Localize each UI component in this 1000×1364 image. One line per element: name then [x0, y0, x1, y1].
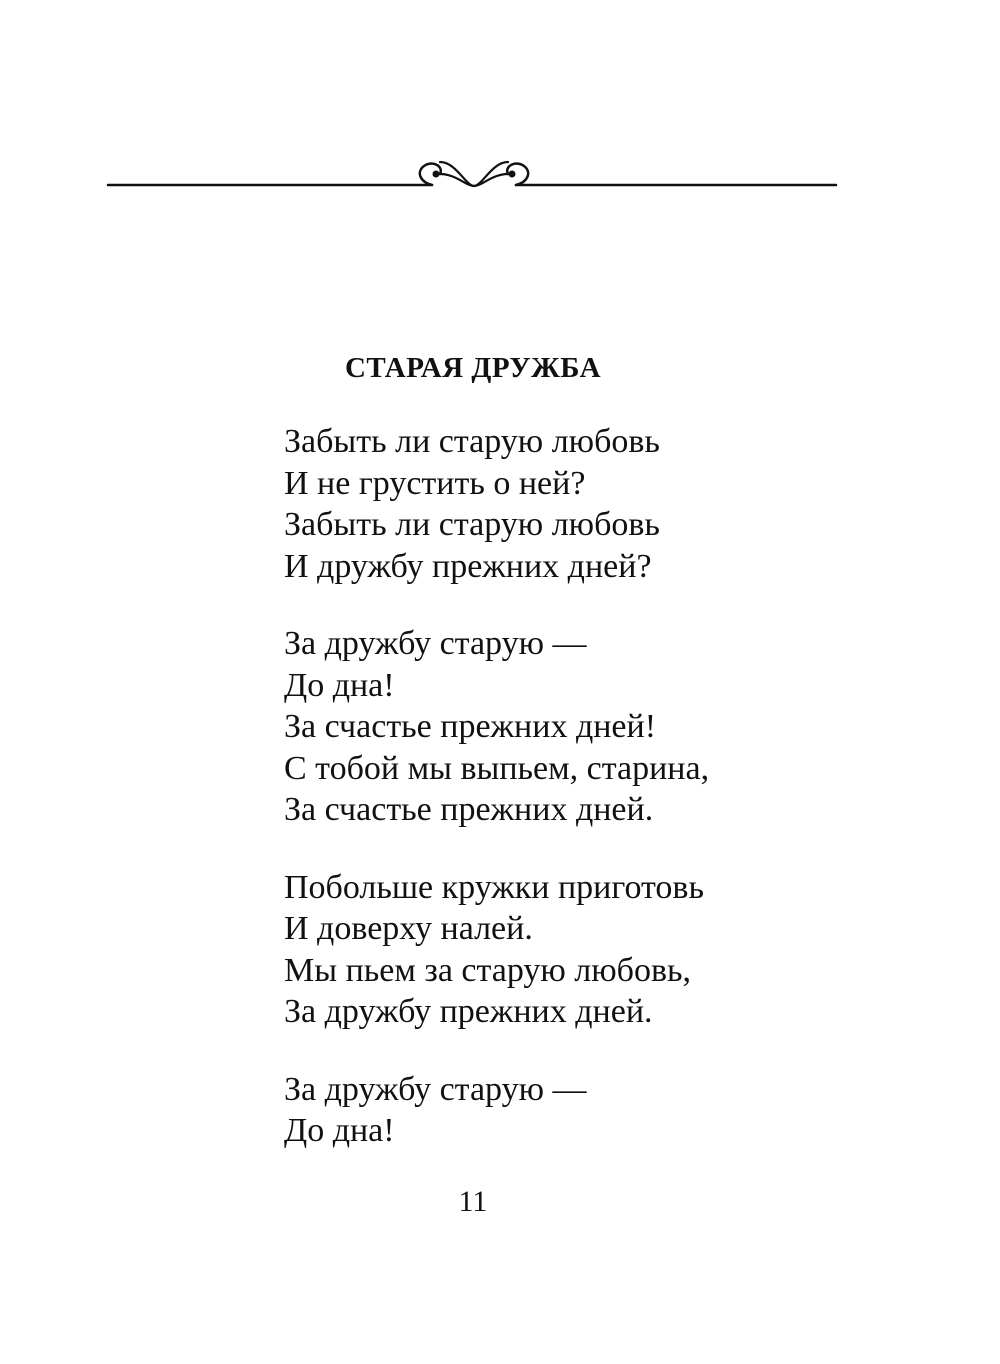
poem-line: За дружбу старую — [284, 1070, 587, 1108]
flourish-dot-right [509, 171, 516, 178]
poem-line: За счастье прежних дней! [284, 708, 657, 745]
stanza-4 [284, 1069, 924, 1152]
poem-line: Побольше кружки приготовь [284, 868, 704, 906]
poem-line: И доверху налей. [284, 910, 533, 947]
stanza-2 [284, 623, 924, 831]
poem-line: За дружбу прежних дней. [284, 993, 653, 1030]
poem-line: Забыть ли старую любовь [284, 423, 660, 460]
poem-line: За дружбу старую — [284, 625, 587, 662]
poem-line: И не грустить о ней? [284, 464, 586, 502]
poem-line: За счастье прежних дней. [284, 791, 654, 828]
poem-line: Мы пьем за старую любовь, [284, 951, 692, 989]
poem-title: СТАРАЯ ДРУЖБА [344, 352, 602, 384]
flourish-dot-left [433, 171, 440, 178]
poem-line: Забыть ли старую любовь [284, 506, 660, 543]
poem-line: И дружбу прежних дней? [284, 547, 652, 585]
stanza-1 [284, 421, 924, 587]
stanza-separator [284, 587, 924, 623]
poem-line: До дна! [284, 1112, 395, 1149]
poem-line: С тобой мы выпьем, старина, [284, 749, 710, 787]
stanza-separator [284, 831, 924, 867]
flourish-icon [108, 162, 836, 186]
stanza-separator [284, 1033, 924, 1069]
page-number: 11 [458, 1185, 488, 1218]
ornamental-divider [0, 0, 1000, 220]
poem-line: До дна! [284, 666, 395, 704]
stanza-3 [284, 867, 924, 1033]
poem-body [284, 421, 924, 1152]
